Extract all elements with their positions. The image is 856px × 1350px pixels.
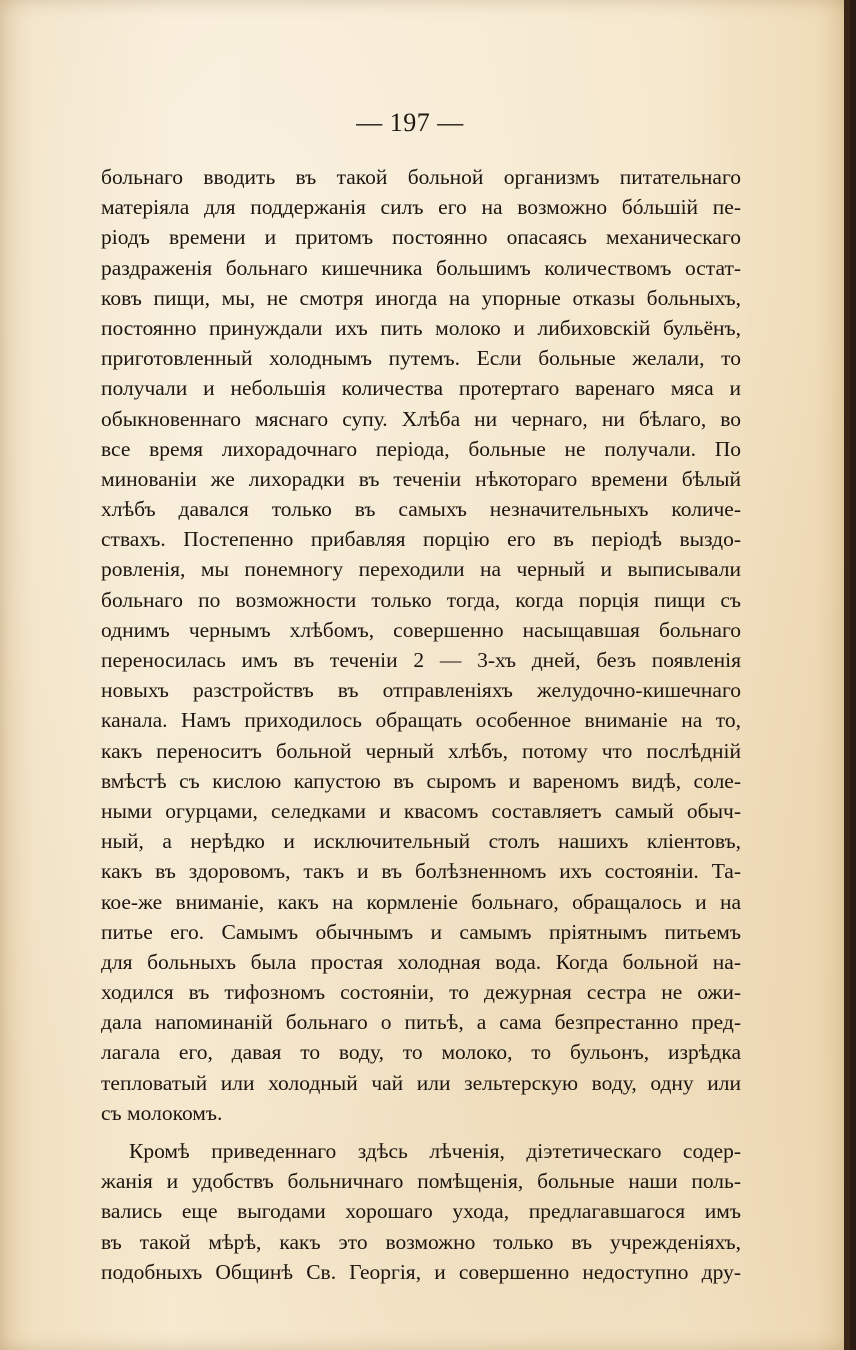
text-line: минованіи же лихорадки въ теченіи нѣкотораго времени бѣлый bbox=[101, 466, 741, 491]
text-line: Кромѣ приведеннаго здѣсь лѣченія, діэтетическаго содер- bbox=[129, 1139, 741, 1163]
text-line: ными огурцами, селедками и квасомъ составляетъ самый обыч- bbox=[101, 798, 741, 823]
page-edge bbox=[844, 0, 850, 1350]
text-line: получали и небольшія количества протертаго варенаго мяса и bbox=[101, 376, 741, 401]
text-line: ходился въ тифозномъ состояніи, то дежурная сестра не ожи- bbox=[101, 980, 741, 1005]
text-line: новыхъ разстройствъ въ отправленіяхъ желудочно-кишечнаго bbox=[101, 678, 741, 703]
text-line: тепловатый или холодный чай или зельтерскую воду, одну или bbox=[101, 1070, 741, 1095]
text-line: питье его. Самымъ обычнымъ и самымъ пріятнымъ питьемъ bbox=[101, 919, 741, 944]
text-line: хлѣбъ давался только въ самыхъ незначительныхъ количе- bbox=[101, 497, 741, 522]
text-line: съ молокомъ. bbox=[101, 1100, 223, 1125]
text-line: ный, а нерѣдко и исключительный столъ нашихъ кліентовъ, bbox=[101, 829, 741, 854]
page-number: — 197 — bbox=[356, 108, 464, 137]
text-line: вмѣстѣ съ кислою капустою въ сыромъ и вареномъ видѣ, соле- bbox=[101, 768, 741, 793]
text-line: матеріяла для поддержанія силъ его на возможно бóльшій пе- bbox=[101, 195, 741, 220]
text-line: все время лихорадочнаго періода, больные не получали. По bbox=[101, 436, 741, 461]
text-line: канала. Намъ приходилось обращать особенное вниманіе на то, bbox=[101, 708, 741, 733]
text-line: кое-же вниманіе, какъ на кормленіе больнаго, обращалось и на bbox=[101, 889, 741, 914]
text-line: обыкновеннаго мяснаго супу. Хлѣба ни чернаго, ни бѣлаго, во bbox=[101, 406, 741, 431]
text-line: для больныхъ была простая холодная вода. Когда больной на- bbox=[101, 949, 741, 974]
text-line: переносилась имъ въ теченіи 2 — 3-хъ дней, безъ появленія bbox=[101, 648, 741, 672]
paragraph-1 bbox=[101, 162, 741, 1128]
text-line: раздраженія больнаго кишечника большимъ количествомъ остат- bbox=[101, 255, 741, 280]
text-line: лагала его, давая то воду, то молоко, то бульонъ, изрѣдка bbox=[101, 1040, 741, 1065]
text-line: ровленія, мы понемногу переходили на черный и выписывали bbox=[101, 557, 741, 582]
text-line: ковъ пищи, мы, не смотря иногда на упорные отказы больныхъ, bbox=[101, 285, 741, 310]
paragraph-2 bbox=[101, 1136, 741, 1287]
paragraph-gap bbox=[101, 1128, 741, 1136]
body-text bbox=[101, 162, 741, 1287]
text-line: какъ переноситъ больной черный хлѣбъ, потому что послѣдній bbox=[101, 738, 741, 763]
text-line: дала напоминаній больнаго о питьѣ, а сама безпрестанно пред- bbox=[101, 1010, 741, 1035]
text-line: однимъ чернымъ хлѣбомъ, совершенно насыщавшая больнаго bbox=[101, 617, 741, 642]
text-line: какъ въ здоровомъ, такъ и въ болѣзненномъ ихъ состояніи. Та- bbox=[101, 859, 741, 884]
text-line: больнаго по возможности только тогда, когда порція пищи съ bbox=[101, 587, 741, 612]
text-line: жанія и удобствъ больничнаго помѣщенія, больные наши поль- bbox=[101, 1169, 741, 1194]
text-line: ріодъ времени и притомъ постоянно опасаясь механическаго bbox=[101, 225, 741, 250]
text-line: приготовленный холоднымъ путемъ. Если больные желали, то bbox=[101, 346, 741, 371]
text-line: больнаго вводить въ такой больной организмъ питательнаго bbox=[101, 165, 741, 189]
text-line: ствахъ. Постепенно прибавляя порцію его въ періодѣ выздо- bbox=[101, 527, 741, 552]
text-line: въ такой мѣрѣ, какъ это возможно только въ учрежденіяхъ, bbox=[101, 1229, 741, 1254]
text-line: вались еще выгодами хорошаго ухода, предлагавшагося имъ bbox=[101, 1199, 741, 1224]
text-line: постоянно принуждали ихъ пить молоко и либиховскій бульёнъ, bbox=[101, 315, 741, 340]
text-line: подобныхъ Общинѣ Св. Георгія, и совершенно недоступно дру- bbox=[101, 1259, 741, 1284]
